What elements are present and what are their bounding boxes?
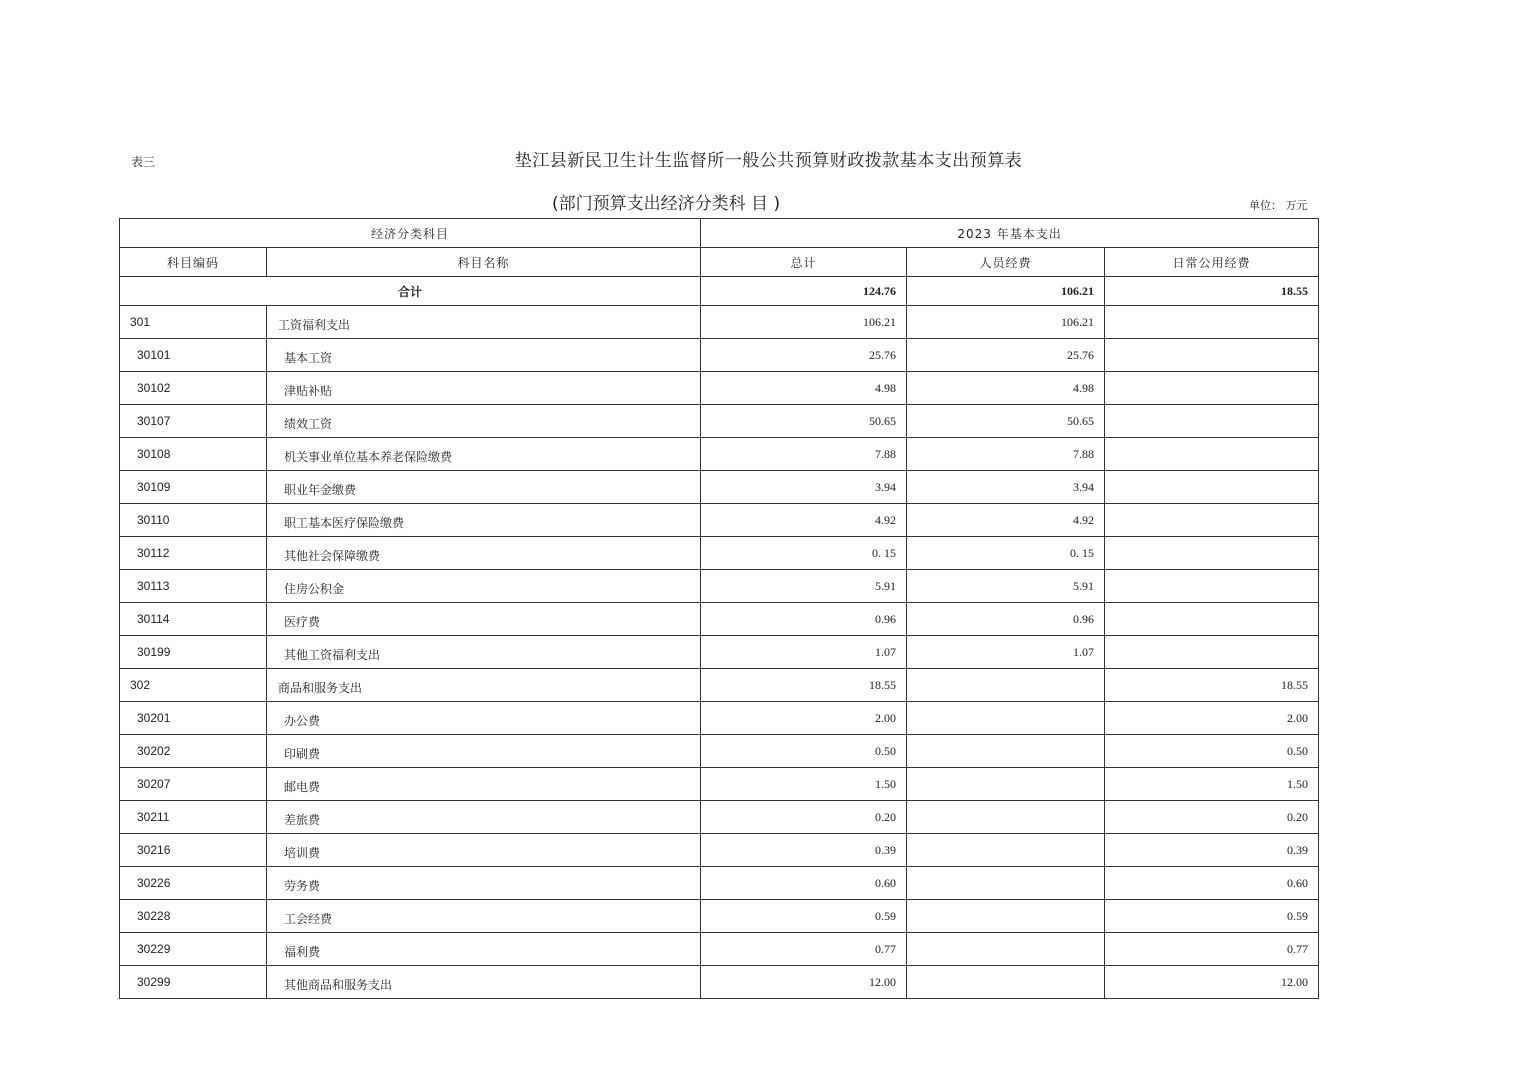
row-personnel (907, 900, 1105, 933)
row-personnel (907, 702, 1105, 735)
table-row (120, 372, 1319, 405)
row-code: 30299 (120, 966, 267, 999)
table-row (120, 966, 1319, 999)
col-header-code: 科目编码 (120, 248, 267, 277)
row-total: 5.91 (701, 570, 907, 603)
table-row (120, 339, 1319, 372)
col-header-personnel: 人员经费 (907, 248, 1105, 277)
row-personnel (907, 735, 1105, 768)
row-total: 25.76 (701, 339, 907, 372)
row-total: 0.39 (701, 834, 907, 867)
document-title (0, 146, 1520, 171)
row-personnel (907, 768, 1105, 801)
row-code: 30201 (120, 702, 267, 735)
row-total: 0.50 (701, 735, 907, 768)
row-name: 劳务费 (267, 867, 701, 900)
table-row (120, 801, 1319, 834)
row-name: 印刷费 (267, 735, 701, 768)
row-public (1105, 471, 1319, 504)
row-total: 18.55 (701, 669, 907, 702)
row-personnel: 5.91 (907, 570, 1105, 603)
row-public: 0.20 (1105, 801, 1319, 834)
row-total: 0. 15 (701, 537, 907, 570)
group-header-row (120, 219, 1319, 248)
table-row (120, 570, 1319, 603)
row-name: 其他商品和服务支出 (267, 966, 701, 999)
row-name: 差旅费 (267, 801, 701, 834)
table-row (120, 504, 1319, 537)
document-subtitle: (部门预算支出经济分类科 目 ) (552, 194, 781, 214)
row-name: 机关事业单位基本养老保险缴费 (267, 438, 701, 471)
row-code: 30207 (120, 768, 267, 801)
total-row (120, 277, 1319, 306)
document-title-text: 垫江县新民卫生计生监督所一般公共预算财政拨款基本支出预算表 (514, 151, 1023, 171)
row-public (1105, 405, 1319, 438)
row-name: 住房公积金 (267, 570, 701, 603)
row-public (1105, 537, 1319, 570)
row-public: 0.60 (1105, 867, 1319, 900)
row-personnel: 3.94 (907, 471, 1105, 504)
row-total: 0.60 (701, 867, 907, 900)
table-row (120, 933, 1319, 966)
table-row (120, 471, 1319, 504)
row-total: 0.20 (701, 801, 907, 834)
row-personnel: 0. 15 (907, 537, 1105, 570)
row-personnel (907, 669, 1105, 702)
row-name: 其他社会保障缴费 (267, 537, 701, 570)
col-header-public: 日常公用经费 (1105, 248, 1319, 277)
row-total: 4.98 (701, 372, 907, 405)
row-personnel (907, 801, 1105, 834)
row-name: 商品和服务支出 (267, 669, 701, 702)
table-row (120, 537, 1319, 570)
row-personnel (907, 867, 1105, 900)
row-code: 30107 (120, 405, 267, 438)
row-personnel: 1.07 (907, 636, 1105, 669)
row-code: 30229 (120, 933, 267, 966)
row-public (1105, 306, 1319, 339)
table-row (120, 768, 1319, 801)
table-row (120, 900, 1319, 933)
row-code: 30110 (120, 504, 267, 537)
table-row (120, 834, 1319, 867)
row-total: 3.94 (701, 471, 907, 504)
row-personnel: 0.96 (907, 603, 1105, 636)
row-code: 30109 (120, 471, 267, 504)
col-header-total: 总计 (701, 248, 907, 277)
row-name: 培训费 (267, 834, 701, 867)
row-personnel: 4.98 (907, 372, 1105, 405)
row-public: 0.77 (1105, 933, 1319, 966)
row-total: 4.92 (701, 504, 907, 537)
total-row-personnel: 106.21 (907, 277, 1105, 306)
row-personnel (907, 834, 1105, 867)
row-code: 30112 (120, 537, 267, 570)
row-code: 30108 (120, 438, 267, 471)
row-total: 1.07 (701, 636, 907, 669)
table-row (120, 603, 1319, 636)
row-code: 30199 (120, 636, 267, 669)
row-code: 30216 (120, 834, 267, 867)
total-row-public: 18.55 (1105, 277, 1319, 306)
row-public (1105, 603, 1319, 636)
row-code: 30202 (120, 735, 267, 768)
row-total: 1.50 (701, 768, 907, 801)
row-public: 12.00 (1105, 966, 1319, 999)
row-personnel: 7.88 (907, 438, 1105, 471)
row-personnel: 50.65 (907, 405, 1105, 438)
row-public: 0.39 (1105, 834, 1319, 867)
row-total: 0.59 (701, 900, 907, 933)
row-public: 0.59 (1105, 900, 1319, 933)
row-total: 2.00 (701, 702, 907, 735)
table-row (120, 306, 1319, 339)
row-name: 职工基本医疗保险缴费 (267, 504, 701, 537)
table-number-label: 表三 (131, 155, 156, 169)
row-public (1105, 570, 1319, 603)
row-name: 医疗费 (267, 603, 701, 636)
table-row (120, 669, 1319, 702)
table-row (120, 405, 1319, 438)
row-total: 0.77 (701, 933, 907, 966)
row-name: 基本工资 (267, 339, 701, 372)
row-name: 津贴补贴 (267, 372, 701, 405)
row-name: 绩效工资 (267, 405, 701, 438)
group-header-econ: 经济分类科目 (120, 219, 701, 248)
row-name: 工资福利支出 (267, 306, 701, 339)
row-total: 50.65 (701, 405, 907, 438)
row-code: 30114 (120, 603, 267, 636)
col-header-name: 科目名称 (267, 248, 701, 277)
column-header-row (120, 248, 1319, 277)
row-public (1105, 504, 1319, 537)
group-header-year: 2023 年基本支出 (701, 219, 1319, 248)
table-row (120, 438, 1319, 471)
row-name: 职业年金缴费 (267, 471, 701, 504)
row-public (1105, 339, 1319, 372)
row-personnel (907, 966, 1105, 999)
row-total: 106.21 (701, 306, 907, 339)
table-row (120, 867, 1319, 900)
row-name: 办公费 (267, 702, 701, 735)
row-code: 30211 (120, 801, 267, 834)
row-total: 7.88 (701, 438, 907, 471)
unit-label: 单位： 万元 (1249, 199, 1308, 212)
row-code: 30113 (120, 570, 267, 603)
row-personnel: 25.76 (907, 339, 1105, 372)
row-code: 301 (120, 306, 267, 339)
row-name: 其他工资福利支出 (267, 636, 701, 669)
row-personnel: 106.21 (907, 306, 1105, 339)
table-row (120, 636, 1319, 669)
budget-table (119, 218, 1319, 999)
table-row (120, 702, 1319, 735)
row-code: 30226 (120, 867, 267, 900)
total-row-label: 合计 (120, 277, 701, 306)
row-code: 30228 (120, 900, 267, 933)
row-code: 302 (120, 669, 267, 702)
row-name: 邮电费 (267, 768, 701, 801)
row-personnel: 4.92 (907, 504, 1105, 537)
row-public (1105, 372, 1319, 405)
row-public: 1.50 (1105, 768, 1319, 801)
row-code: 30102 (120, 372, 267, 405)
row-public (1105, 636, 1319, 669)
row-total: 12.00 (701, 966, 907, 999)
row-name: 福利费 (267, 933, 701, 966)
row-public: 18.55 (1105, 669, 1319, 702)
total-row-total: 124.76 (701, 277, 907, 306)
row-name: 工会经费 (267, 900, 701, 933)
row-public: 0.50 (1105, 735, 1319, 768)
row-public: 2.00 (1105, 702, 1319, 735)
row-code: 30101 (120, 339, 267, 372)
table-row (120, 735, 1319, 768)
row-total: 0.96 (701, 603, 907, 636)
row-public (1105, 438, 1319, 471)
row-personnel (907, 933, 1105, 966)
